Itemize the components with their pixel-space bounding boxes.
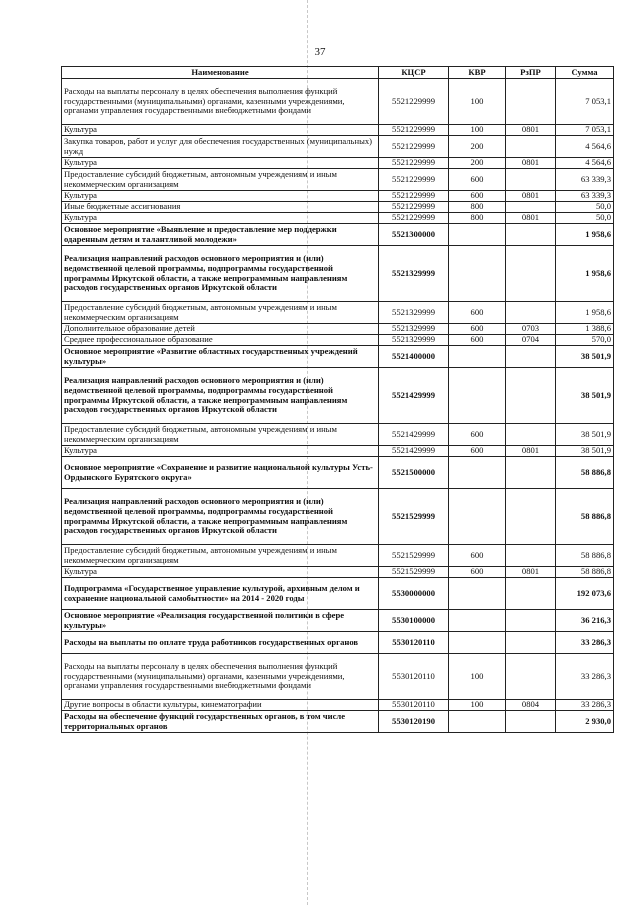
row-rzpr: [506, 136, 556, 158]
table-row: [62, 489, 614, 545]
row-rzpr: [506, 711, 556, 733]
row-name: Подпрограмма «Государственное управление культурой, архивным делом и сохранение национальной самобытности» на 2014 - 2020 годы: [62, 578, 379, 610]
row-kvr: 600: [449, 302, 506, 324]
row-kcsr: 5521229999: [379, 136, 449, 158]
row-kcsr: 5530120110: [379, 654, 449, 700]
row-sum: 33 286,3: [556, 700, 614, 711]
table-row: [62, 302, 614, 324]
row-sum: 38 501,9: [556, 368, 614, 424]
table-row: [62, 246, 614, 302]
row-sum: 1 958,6: [556, 246, 614, 302]
row-sum: 1 958,6: [556, 302, 614, 324]
row-name: Основное мероприятие «Реализация государственной политики в сфере культуры»: [62, 610, 379, 632]
row-sum: 38 501,9: [556, 346, 614, 368]
row-kcsr: 5530000000: [379, 578, 449, 610]
row-name: Предоставление субсидий бюджетным, автономным учреждениям и иным некоммерческим организациям: [62, 169, 379, 191]
row-kvr: 200: [449, 158, 506, 169]
row-kvr: [449, 489, 506, 545]
row-kvr: [449, 711, 506, 733]
row-name: Иные бюджетные ассигнования: [62, 202, 379, 213]
row-kcsr: 5530120110: [379, 700, 449, 711]
table-row: [62, 191, 614, 202]
row-name: Расходы на выплаты по оплате труда работников государственных органов: [62, 632, 379, 654]
row-kvr: 600: [449, 169, 506, 191]
row-kcsr: 5521229999: [379, 158, 449, 169]
table-row: [62, 654, 614, 700]
table-row: [62, 136, 614, 158]
row-sum: 38 501,9: [556, 424, 614, 446]
row-name: Культура: [62, 213, 379, 224]
row-kvr: 600: [449, 191, 506, 202]
row-sum: 63 339,3: [556, 191, 614, 202]
table-row: [62, 169, 614, 191]
row-kvr: [449, 457, 506, 489]
row-kcsr: 5521229999: [379, 202, 449, 213]
row-name: Предоставление субсидий бюджетным, автономным учреждениям и иным некоммерческим организациям: [62, 545, 379, 567]
row-sum: 192 073,6: [556, 578, 614, 610]
row-kvr: 200: [449, 136, 506, 158]
row-kvr: [449, 368, 506, 424]
header-sum: Сумма: [556, 67, 614, 79]
row-rzpr: [506, 489, 556, 545]
row-rzpr: 0801: [506, 567, 556, 578]
row-kvr: [449, 224, 506, 246]
table-row: [62, 424, 614, 446]
row-sum: 7 053,1: [556, 79, 614, 125]
table-row: [62, 567, 614, 578]
row-name: Культура: [62, 125, 379, 136]
header-name: Наименование: [62, 67, 379, 79]
row-sum: 58 886,8: [556, 489, 614, 545]
table-row: [62, 446, 614, 457]
row-name: Расходы на выплаты персоналу в целях обеспечения выполнения функций государственными (муниципальными) органами, казенными учреждениями, органами управления государственными внебюджетными фондами: [62, 654, 379, 700]
row-kcsr: 5521300000: [379, 224, 449, 246]
table-row: [62, 202, 614, 213]
row-kcsr: 5530120110: [379, 632, 449, 654]
row-rzpr: [506, 202, 556, 213]
row-kvr: 600: [449, 446, 506, 457]
table-row: [62, 711, 614, 733]
row-name: Расходы на обеспечение функций государственных органов, в том числе территориальных органов: [62, 711, 379, 733]
row-rzpr: 0801: [506, 158, 556, 169]
budget-table: [61, 66, 614, 733]
row-kvr: 600: [449, 567, 506, 578]
row-sum: 63 339,3: [556, 169, 614, 191]
table-row: [62, 324, 614, 335]
row-name: Основное мероприятие «Развитие областных государственных учреждений культуры»: [62, 346, 379, 368]
row-sum: 50,0: [556, 213, 614, 224]
row-sum: 1 388,6: [556, 324, 614, 335]
row-rzpr: 0801: [506, 125, 556, 136]
table-row: [62, 578, 614, 610]
row-name: Культура: [62, 158, 379, 169]
row-kvr: 100: [449, 79, 506, 125]
table-row: [62, 457, 614, 489]
row-rzpr: [506, 169, 556, 191]
row-sum: 2 930,0: [556, 711, 614, 733]
row-kcsr: 5521429999: [379, 446, 449, 457]
header-rzpr: РзПР: [506, 67, 556, 79]
row-kcsr: 5521229999: [379, 79, 449, 125]
row-sum: 33 286,3: [556, 632, 614, 654]
header-kvr: КВР: [449, 67, 506, 79]
row-name: Основное мероприятие «Сохранение и развитие национальной культуры Усть-Ордынского Бурятского округа»: [62, 457, 379, 489]
row-rzpr: [506, 368, 556, 424]
table-row: [62, 700, 614, 711]
row-kvr: 800: [449, 202, 506, 213]
table-row: [62, 224, 614, 246]
row-rzpr: [506, 79, 556, 125]
row-sum: 33 286,3: [556, 654, 614, 700]
row-kvr: 600: [449, 335, 506, 346]
row-rzpr: [506, 346, 556, 368]
row-rzpr: 0703: [506, 324, 556, 335]
row-kvr: [449, 610, 506, 632]
row-kcsr: 5521329999: [379, 302, 449, 324]
row-rzpr: 0801: [506, 191, 556, 202]
table-row: [62, 79, 614, 125]
page-number: 37: [314, 46, 326, 58]
row-kvr: [449, 246, 506, 302]
row-rzpr: [506, 224, 556, 246]
row-rzpr: [506, 610, 556, 632]
row-rzpr: 0704: [506, 335, 556, 346]
row-kvr: 100: [449, 125, 506, 136]
row-rzpr: 0804: [506, 700, 556, 711]
header-kcsr: КЦСР: [379, 67, 449, 79]
row-kvr: [449, 632, 506, 654]
row-name: Предоставление субсидий бюджетным, автономным учреждениям и иным некоммерческим организациям: [62, 424, 379, 446]
row-sum: 7 053,1: [556, 125, 614, 136]
row-name: Культура: [62, 567, 379, 578]
row-name: Реализация направлений расходов основного мероприятия и (или) ведомственной целевой программы, подпрограммы государственной программы Иркутской области, а также непрограммным направлениям расходов государственных органов Иркутской области: [62, 246, 379, 302]
row-sum: 4 564,6: [556, 136, 614, 158]
row-kvr: 600: [449, 545, 506, 567]
row-name: Реализация направлений расходов основного мероприятия и (или) ведомственной целевой программы, подпрограммы государственной программы Иркутской области, а также непрограммным направлениям расходов государственных органов Иркутской области: [62, 489, 379, 545]
row-rzpr: [506, 545, 556, 567]
row-sum: 58 886,8: [556, 567, 614, 578]
row-rzpr: [506, 302, 556, 324]
table-row: [62, 125, 614, 136]
row-kcsr: 5530120190: [379, 711, 449, 733]
row-kcsr: 5521529999: [379, 489, 449, 545]
row-kcsr: 5521329999: [379, 324, 449, 335]
row-rzpr: [506, 654, 556, 700]
row-kvr: 600: [449, 324, 506, 335]
table-row: [62, 545, 614, 567]
table-header: [62, 67, 614, 79]
row-name: Другие вопросы в области культуры, кинематографии: [62, 700, 379, 711]
row-rzpr: [506, 632, 556, 654]
row-kvr: [449, 346, 506, 368]
table-row: [62, 158, 614, 169]
row-kcsr: 5521529999: [379, 567, 449, 578]
row-kcsr: 5521229999: [379, 169, 449, 191]
row-rzpr: [506, 246, 556, 302]
row-sum: 4 564,6: [556, 158, 614, 169]
row-kvr: 800: [449, 213, 506, 224]
row-kcsr: 5521500000: [379, 457, 449, 489]
row-name: Культура: [62, 446, 379, 457]
row-rzpr: 0801: [506, 446, 556, 457]
row-name: Среднее профессиональное образование: [62, 335, 379, 346]
row-rzpr: 0801: [506, 213, 556, 224]
table-row: [62, 346, 614, 368]
row-name: Культура: [62, 191, 379, 202]
row-sum: 36 216,3: [556, 610, 614, 632]
row-sum: 38 501,9: [556, 446, 614, 457]
row-name: Закупка товаров, работ и услуг для обеспечения государственных (муниципальных) нужд: [62, 136, 379, 158]
row-kcsr: 5521229999: [379, 125, 449, 136]
row-name: Дополнительное образование детей: [62, 324, 379, 335]
row-name: Реализация направлений расходов основного мероприятия и (или) ведомственной целевой программы, подпрограммы государственной программы Иркутской области, а также непрограммным направлениям расходов государственных органов Иркутской области: [62, 368, 379, 424]
row-kcsr: 5521229999: [379, 191, 449, 202]
row-kvr: 100: [449, 654, 506, 700]
row-kvr: [449, 578, 506, 610]
row-name: Предоставление субсидий бюджетным, автономным учреждениям и иным некоммерческим организациям: [62, 302, 379, 324]
row-kvr: 600: [449, 424, 506, 446]
row-kvr: 100: [449, 700, 506, 711]
row-kcsr: 5521429999: [379, 368, 449, 424]
row-sum: 50,0: [556, 202, 614, 213]
row-rzpr: [506, 578, 556, 610]
row-kcsr: 5521400000: [379, 346, 449, 368]
row-sum: 1 958,6: [556, 224, 614, 246]
table-body: [62, 79, 614, 733]
row-rzpr: [506, 424, 556, 446]
row-kcsr: 5521229999: [379, 213, 449, 224]
table-row: [62, 632, 614, 654]
table-row: [62, 610, 614, 632]
row-kcsr: 5521329999: [379, 246, 449, 302]
row-sum: 58 886,8: [556, 457, 614, 489]
row-rzpr: [506, 457, 556, 489]
table-row: [62, 335, 614, 346]
row-kcsr: 5521529999: [379, 545, 449, 567]
row-sum: 570,0: [556, 335, 614, 346]
row-kcsr: 5530100000: [379, 610, 449, 632]
table-row: [62, 368, 614, 424]
row-name: Основное мероприятие «Выявление и предоставление мер поддержки одаренным детям и талантливой молодежи»: [62, 224, 379, 246]
row-name: Расходы на выплаты персоналу в целях обеспечения выполнения функций государственными (муниципальными) органами, казенными учреждениями, органами управления государственными внебюджетными фондами: [62, 79, 379, 125]
row-kcsr: 5521329999: [379, 335, 449, 346]
row-kcsr: 5521429999: [379, 424, 449, 446]
row-sum: 58 886,8: [556, 545, 614, 567]
table-row: [62, 213, 614, 224]
